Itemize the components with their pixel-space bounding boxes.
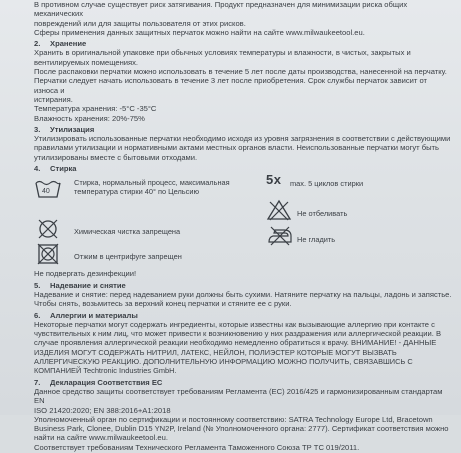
section-title: Аллергии и материалы	[50, 310, 138, 320]
paragraph-line: Температура хранения: -5°C -35°C	[34, 104, 157, 114]
no-bleach-icon	[266, 199, 292, 221]
no-wring-label: Отжим в центрифуге запрещен	[74, 252, 182, 262]
section-title: Утилизация	[50, 124, 95, 134]
paragraph-line: найти на сайте www.milwaukeetool.eu.	[34, 433, 168, 443]
section-heading	[34, 39, 452, 48]
paragraph-line: Перчатки следует начать использовать в течение 3 лет после приобретения. Срок службы перчаток зависит от износа и	[34, 76, 428, 95]
washing-section	[34, 164, 452, 279]
no-tumble-dry-icon	[36, 242, 60, 266]
section-title: Декларация Соответствия ЕС	[50, 377, 163, 387]
paragraph-line: Чтобы снять, возьмитесь за верхний конец перчатки и стяните ее с руки.	[34, 299, 292, 309]
declaration-section	[34, 378, 452, 452]
paragraph-line: Надевание и снятие: перед надеванием руки должны быть сухими. Натяните перчатку на пальцы, ладонь и запястье.	[34, 289, 452, 299]
paragraph-line: После распаковки перчатки можно использовать в течение 5 лет после даты производства, нанесенной на перчатку.	[34, 67, 447, 77]
no-bleach-label: Не отбеливать	[297, 209, 348, 219]
paragraph-line: Уполномоченный орган по сертификации и постоянному соответствию: SATRA Technology Europe Ltd, Bracetown	[34, 414, 433, 424]
wash-line: температура стирки 40° по Цельсию	[74, 187, 200, 197]
paragraph-line: случае проявления аллергической реакции необходимо немедленно обратиться к врачу. ВНИМАНИЕ! - ДАННЫЕ	[34, 338, 437, 348]
paragraph-line: Business Park, Clonee, Dublin D15 YN2P, Ireland (№ Уполномоченного органа: 2777). Сертификат соответствия можно	[34, 424, 449, 434]
section-heading	[34, 164, 452, 173]
no-iron-label: Не гладить	[297, 235, 336, 245]
section-number: 2.	[34, 39, 41, 49]
paragraph-line: ISO 21420:2020; EN 388:2016+A1:2018	[34, 405, 171, 415]
washing-footer: Не подвергать дезинфекции!	[34, 269, 137, 279]
intro-line: В противном случае существует риск затягивания. Продукт предназначен для минимизации риска общих механических	[34, 0, 408, 19]
wash-temperature: 40	[42, 188, 50, 196]
section-heading	[34, 378, 452, 387]
paragraph-line: Утилизировать использованные перчатки необходимо исходя из уровня загрязнения в соответствии с действующими	[34, 134, 451, 144]
paragraph-line: вентилируемых помещениях.	[34, 57, 139, 67]
allergy-section	[34, 311, 452, 376]
paragraph-line: Данное средство защиты соответствует требованиям Регламента (ЕС) 2016/425 и гармонизированным стандартам EN	[34, 386, 443, 406]
disposal-section	[34, 125, 452, 162]
section-heading	[34, 311, 452, 320]
section-number: 7.	[34, 377, 41, 387]
paragraph-line: Хранить в оригинальной упаковке при обычных условиях температуры и влажности, в чистых, закрытых и	[34, 48, 411, 58]
paragraph-line: КОМПАНИЕЙ Techtronic Industries GmbH.	[34, 366, 177, 376]
section-heading	[34, 125, 452, 134]
section-number: 5.	[34, 280, 41, 290]
donning-section	[34, 281, 452, 309]
paragraph-line: чувствительных к ним лиц, что может привести к возникновению у них раздражения или аллергической реакции. В	[34, 329, 442, 339]
paragraph-line: утилизированы вместе с бытовыми отходами.	[34, 152, 198, 162]
wash-tub-icon	[34, 177, 62, 199]
intro-section	[34, 0, 452, 37]
section-number: 3.	[34, 124, 41, 134]
wash-description	[74, 178, 230, 196]
paragraph-line: Влажность хранения: 20%-75%	[34, 113, 145, 123]
section-number: 6.	[34, 310, 41, 320]
section-number: 4.	[34, 164, 41, 174]
section-title: Хранение	[50, 39, 87, 49]
cycles-description: max. 5 циклов стирки	[290, 179, 364, 189]
paragraph-line: Некоторые перчатки могут содержать ингредиенты, которые известны как вызывающие аллергию при контакте с	[34, 319, 435, 329]
no-dry-clean-label: Химическая чистка запрещена	[74, 227, 181, 237]
section-title: Надевание и снятие	[50, 280, 126, 290]
wash-line: Стирка, нормальный процесс, максимальная	[74, 178, 230, 188]
intro-line: повреждений или для защиты пользователя от этих рисков.	[34, 18, 246, 28]
no-iron-icon	[266, 225, 294, 247]
cycles-count: 5x	[266, 172, 282, 188]
intro-line: Сферы применения данных защитных перчаток можно найти на сайте www.milwaukeetool.eu.	[34, 27, 365, 37]
paragraph-line: Соответствует требованиям Технического Регламента Таможенного Союза ТР ТС 019/2011.	[34, 442, 360, 452]
section-heading	[34, 281, 452, 290]
paragraph-line: АЛЛЕРГИЧЕСКУЮ РЕАКЦИЮ. ДОПОЛНИТЕЛЬНУЮ ИНФОРМАЦИЮ МОЖНО ПОЛУЧИТЬ, СВЯЗАВШИСЬ С	[34, 357, 413, 367]
paragraph-line: истирания.	[34, 94, 73, 104]
storage-section	[34, 39, 452, 123]
care-symbols	[34, 172, 452, 277]
document-body	[34, 0, 452, 453]
paragraph-line: правилами утилизации и нормативными актами местных органов власти. Неиспользованные перчатки могут быть	[34, 143, 439, 153]
section-title: Стирка	[50, 164, 77, 174]
no-dry-clean-icon	[36, 218, 60, 240]
paragraph-line: ИЗДЕЛИЯ МОГУТ СОДЕРЖАТЬ НИТРИЛ, ЛАТЕКС, НЕЙЛОН, ПОЛИЭСТЕР КОТОРЫЕ МОГУТ ВЫЗВАТЬ	[34, 347, 397, 357]
